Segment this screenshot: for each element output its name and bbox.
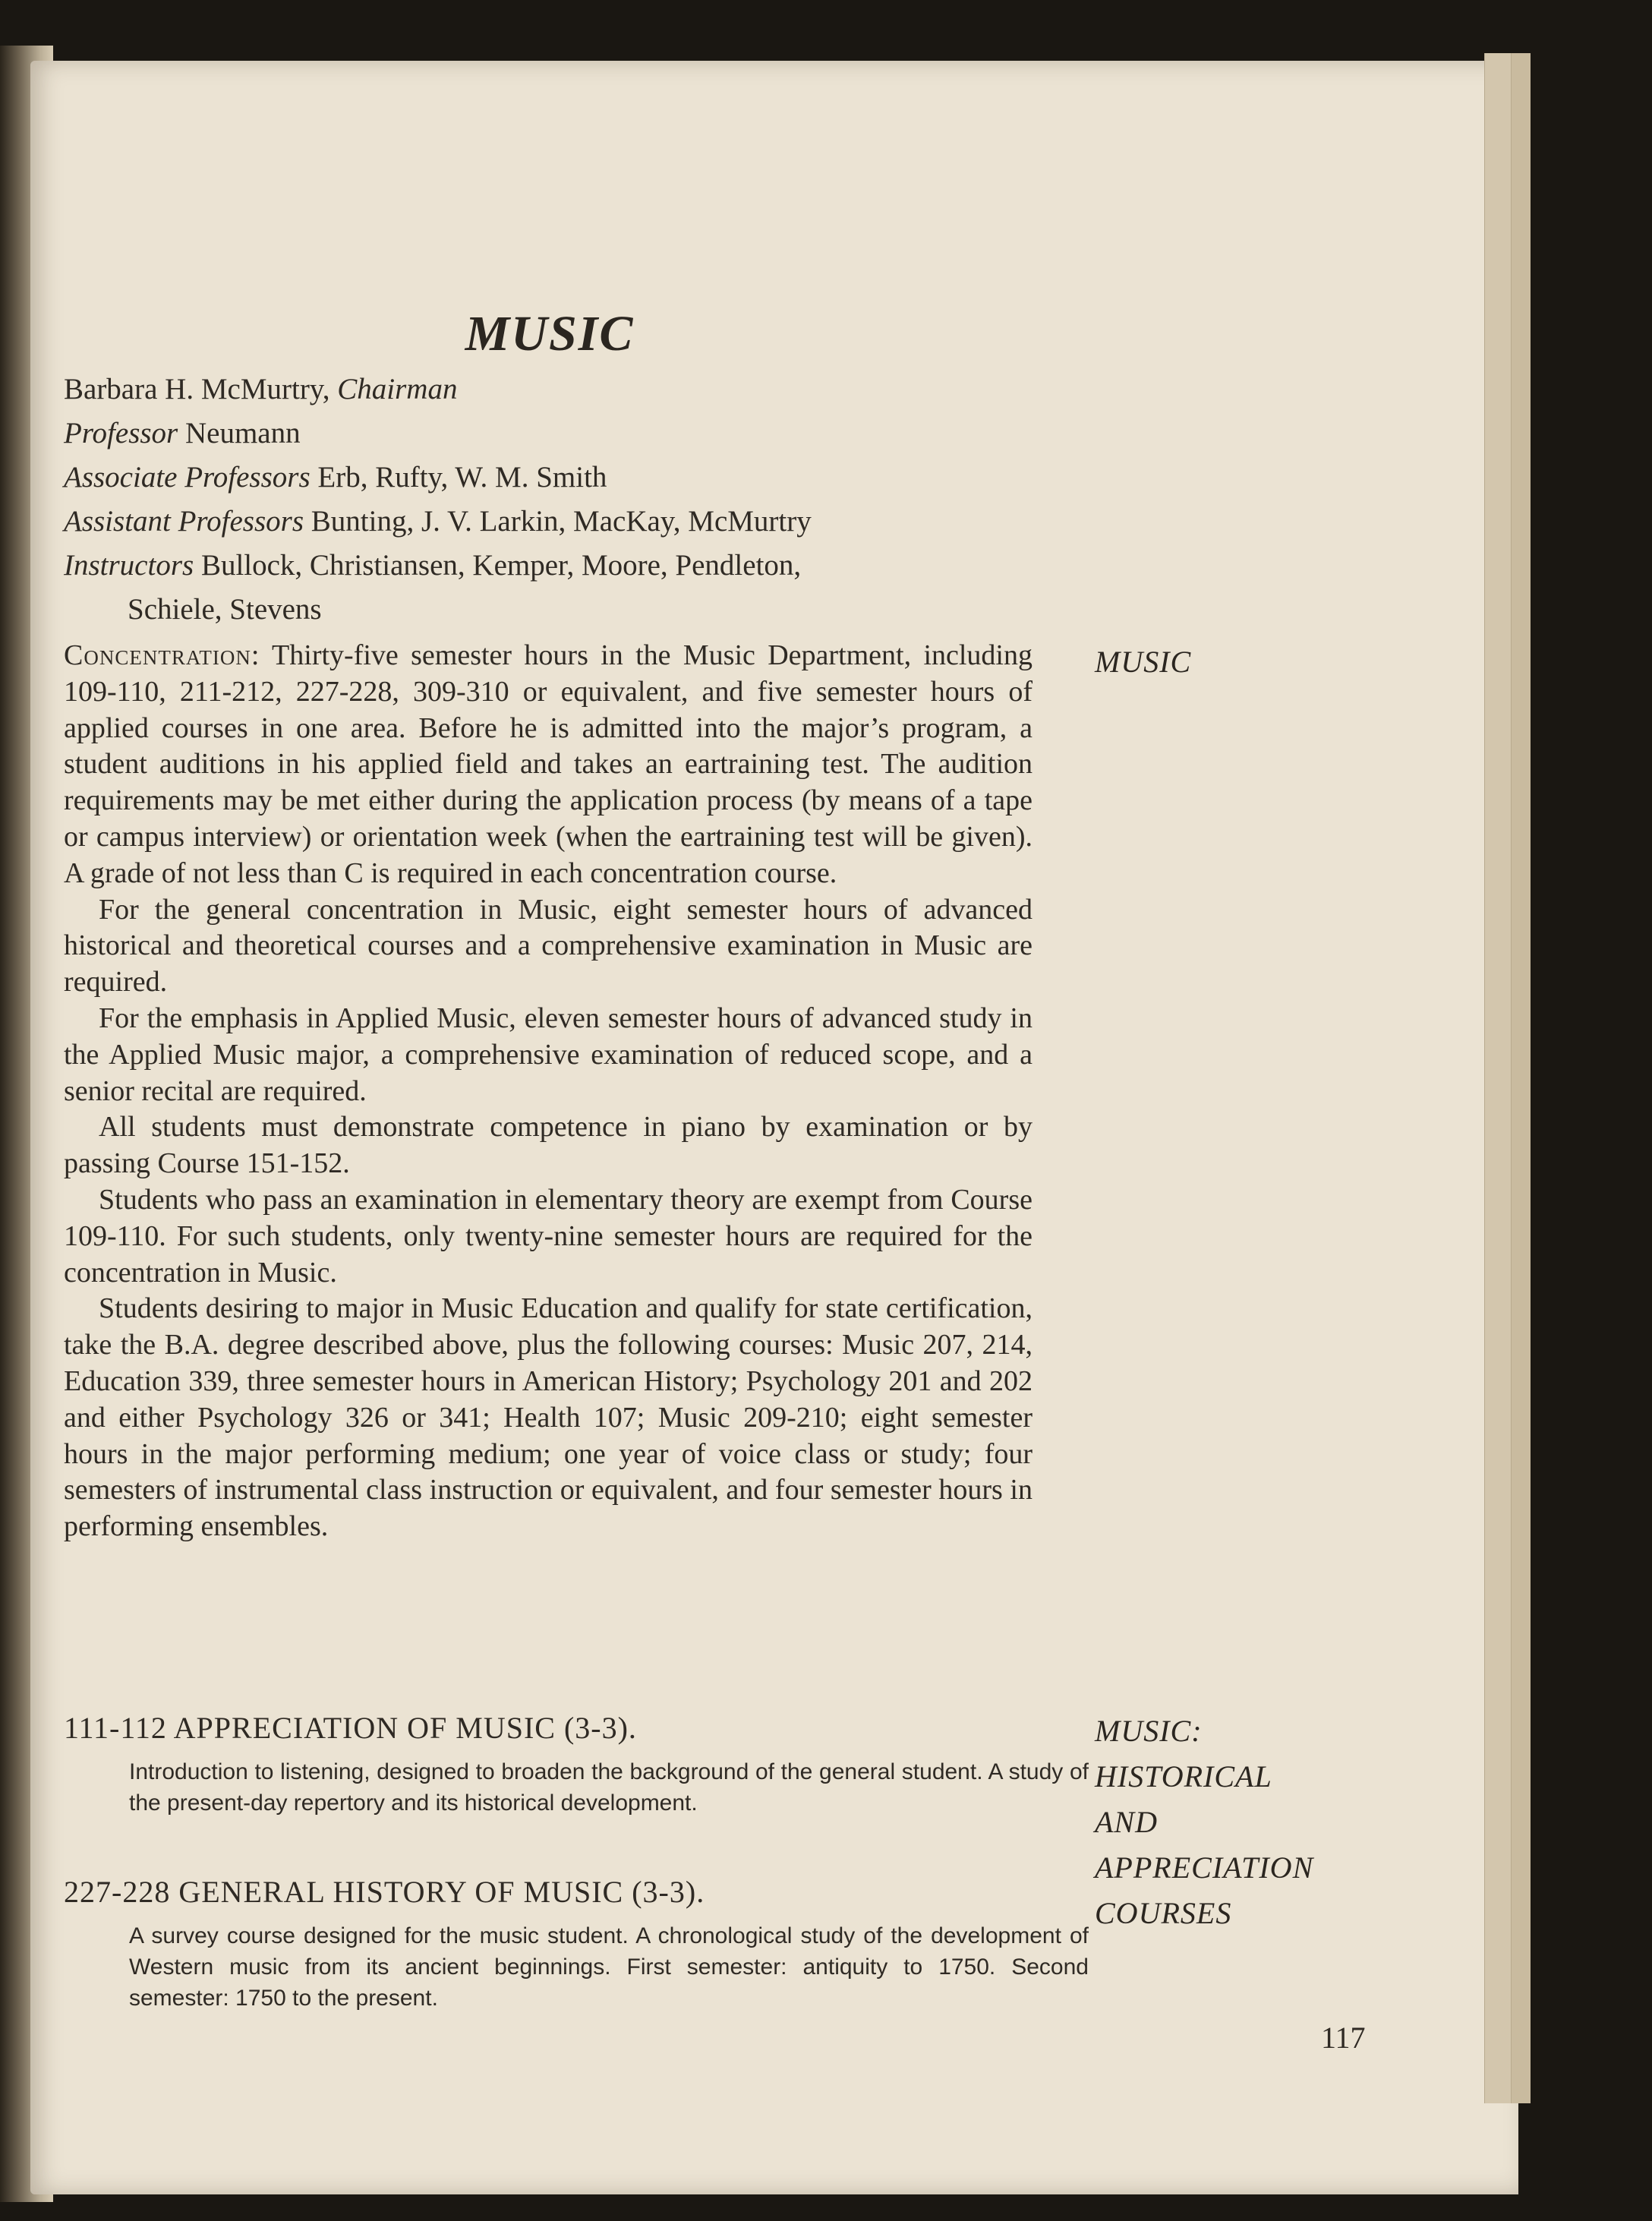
faculty-name: Erb, Rufty, W. M. Smith — [310, 461, 607, 494]
course-heading: 227-228 GENERAL HISTORY OF MUSIC (3-3). — [64, 1875, 705, 1909]
concentration-paragraph: For the general concentration in Music, eight semester hours of advanced historical and theoretical courses and a comprehensive examination in Music are required. — [64, 893, 1032, 999]
faculty-role: Chairman — [337, 373, 458, 405]
course-heading: 111-112 APPRECIATION OF MUSIC (3-3). — [64, 1711, 637, 1745]
margin-label-music: MUSIC — [1095, 645, 1192, 679]
faculty-name: Barbara H. McMurtry, — [64, 373, 338, 405]
faculty-role: Professor — [64, 417, 178, 450]
page-title: MUSIC — [465, 306, 635, 361]
concentration-paragraph: For the emphasis in Applied Music, eleven semester hours of advanced study in the Applied Music major, a comprehensive examination of reduced scope, and a senior recital are required. — [64, 1002, 1032, 1107]
faculty-role: Associate Professors — [64, 461, 311, 494]
faculty-role: Instructors — [64, 549, 194, 582]
concentration-section — [64, 638, 1032, 1545]
margin-label-historical: MUSIC: HISTORICAL AND APPRECIATION COURSES — [1095, 1714, 1314, 1930]
faculty-list — [64, 368, 1051, 632]
concentration-paragraph: All students must demonstrate competence in piano by examination or by passing Course 151-152. — [64, 1111, 1032, 1180]
concentration-label: Concentration: — [64, 639, 260, 671]
faculty-row-instructors-cont — [64, 588, 1051, 632]
faculty-name: Schiele, Stevens — [128, 593, 322, 626]
course-entry-227-228 — [64, 1874, 1089, 2014]
faculty-row-chairman — [64, 368, 1051, 412]
faculty-row-professor — [64, 412, 1051, 456]
course-description: A survey course designed for the music student. A chronological study of the development of Western music from its ancient beginnings. First semester: antiquity to 1750. Second semester: 1750 to the present. — [129, 1923, 1089, 2011]
concentration-paragraph: Students desiring to major in Music Education and qualify for state certification, take the B.A. degree described above, plus the following courses: Music 207, 214, Education 339, three semester hours in American History; Psychology 201 and 202 and either Psychology 326 or 341; Health 107; Music 209-210; eight semester hours in the major performing medium; one year of voice class or study; four semesters of instrumental class instruction or equivalent, and four semester hours in performing ensembles. — [64, 1292, 1032, 1543]
concentration-paragraph: Concentration: Thirty-five semester hours in the Music Department, including 109-110, 211-212, 227-228, 309-310 or equivalent, and five semester hours of applied courses in one area. Before he is admitted into the major’s program, a student auditions in his applied field and takes an eartraining test. The audition requirements may be met either during the application process (by means of a tape or campus interview) or orientation week (when the eartraining test will be given). A grade of not less than C is required in each concentration course. — [64, 639, 1032, 889]
faculty-row-associate — [64, 456, 1051, 500]
faculty-role: Assistant Professors — [64, 505, 304, 538]
faculty-row-instructors — [64, 544, 1051, 588]
faculty-name: Bullock, Christiansen, Kemper, Moore, Pendleton, — [194, 549, 802, 582]
concentration-paragraph: Students who pass an examination in elementary theory are exempt from Course 109-110. For such students, only twenty-nine semester hours are required for the concentration in Music. — [64, 1183, 1032, 1289]
course-entry-111-112 — [64, 1710, 1089, 1819]
faculty-name: Bunting, J. V. Larkin, MacKay, McMurtry — [304, 505, 812, 538]
course-description: Introduction to listening, designed to broaden the background of the general student. A study of the present-day repertory and its historical development. — [129, 1759, 1089, 1816]
faculty-name: Neumann — [178, 417, 301, 450]
page-number: 117 — [1321, 2021, 1366, 2055]
faculty-row-assistant — [64, 500, 1051, 544]
page-edges-outer — [1511, 53, 1531, 2103]
